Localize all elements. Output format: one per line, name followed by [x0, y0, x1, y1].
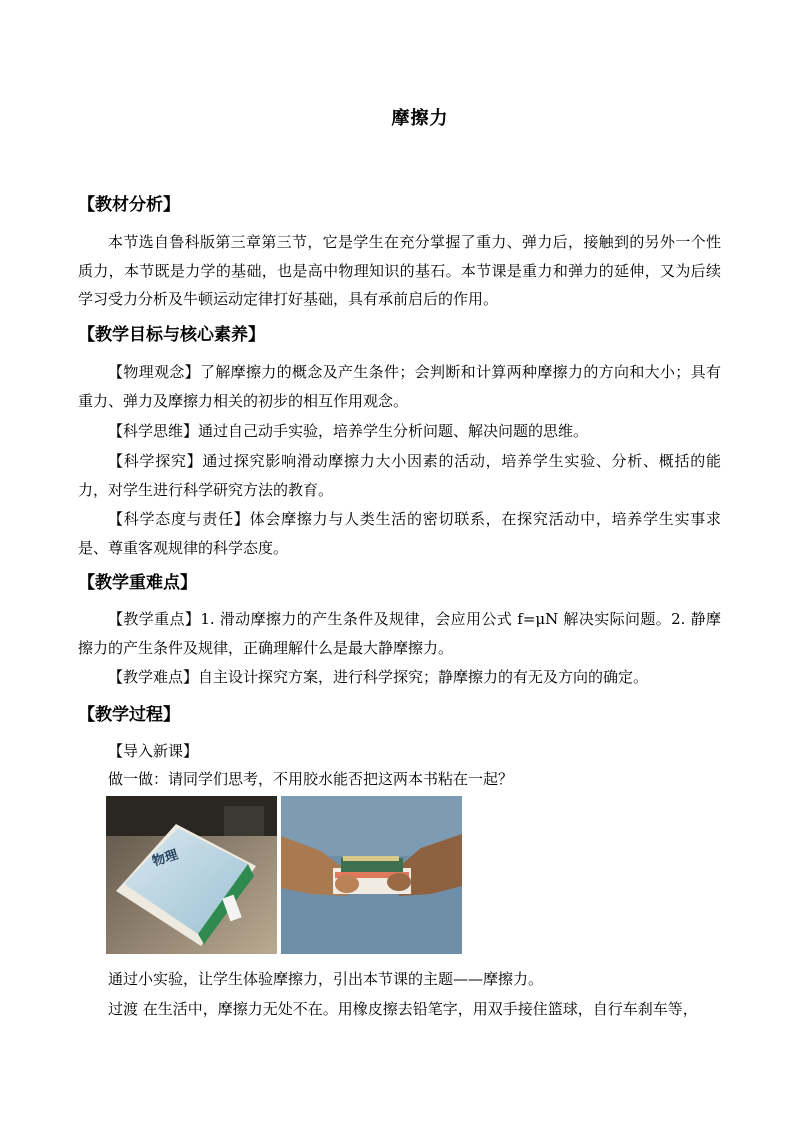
goal-text: 通过探究影响滑动摩擦力大小因素的活动，培养学生实验、分析、概括的能力，对学生进行科学研究方法的教育。	[78, 452, 721, 499]
photo-hands-pulling-books	[281, 796, 462, 954]
activity-prompt: 做一做：请同学们思考，不用胶水能否把这两本书粘在一起？	[108, 770, 514, 788]
goal-item-physics-concept	[78, 358, 721, 415]
key-point-focus	[78, 605, 721, 662]
experiment-summary: 通过小实验，让学生体验摩擦力，引出本节课的主题——摩擦力。	[108, 970, 544, 988]
goal-item-scientific-thinking	[78, 417, 721, 446]
book-cover-title: 物理	[150, 847, 180, 870]
goal-label: 【物理观念】	[108, 363, 200, 381]
section-heading-analysis: 【教材分析】	[78, 195, 180, 215]
key-point-label: 【教学难点】	[108, 668, 199, 686]
key-point-label: 【教学重点】	[108, 610, 201, 628]
goal-label: 【科学探究】	[108, 452, 203, 470]
goal-item-scientific-inquiry	[78, 447, 721, 504]
analysis-paragraph: 本节选自鲁科版第三章第三节，它是学生在充分掌握了重力、弹力后，接触到的另外一个性质力，本节既是力学的基础，也是高中物理知识的基石。本节课是重力和弹力的延伸，又为后续学习受力分析及牛顿运动定律打好基础，具有承前启后的作用。	[78, 233, 721, 308]
section-heading-process: 【教学过程】	[78, 705, 180, 725]
key-point-text: 1. 滑动摩擦力的产生条件及规律，会应用公式 f=μN 解决实际问题。2. 静摩擦力的产生条件及规律，正确理解什么是最大静摩擦力。	[78, 610, 721, 657]
key-point-text: 自主设计探究方案，进行科学探究；静摩擦力的有无及方向的确定。	[198, 668, 649, 686]
goal-text: 了解摩擦力的概念及产生条件；会判断和计算两种摩擦力的方向和大小；具有重力、弹力及摩擦力相关的初步的相互作用观念。	[78, 363, 721, 410]
section-heading-key-points: 【教学重难点】	[78, 573, 197, 593]
section-heading-goals: 【教学目标与核心素养】	[78, 325, 265, 345]
photo-books-on-table	[106, 796, 277, 954]
goal-label: 【科学态度与责任】	[108, 510, 250, 528]
goal-label: 【科学思维】	[108, 422, 199, 440]
goal-text: 通过自己动手实验，培养学生分析问题、解决问题的思维。	[198, 422, 589, 440]
goal-item-scientific-attitude	[78, 505, 721, 562]
page-title: 摩擦力	[391, 108, 449, 129]
intro-label: 【导入新课】	[108, 742, 199, 760]
key-point-difficulty	[78, 663, 721, 692]
goal-text: 体会摩擦力与人类生活的密切联系，在探究活动中，培养学生实事求是、尊重客观规律的科学态度。	[78, 510, 721, 557]
transition-text: 过渡 在生活中，摩擦力无处不在。用橡皮擦去铅笔字，用双手接住篮球，自行车刹车等，	[108, 1000, 698, 1018]
